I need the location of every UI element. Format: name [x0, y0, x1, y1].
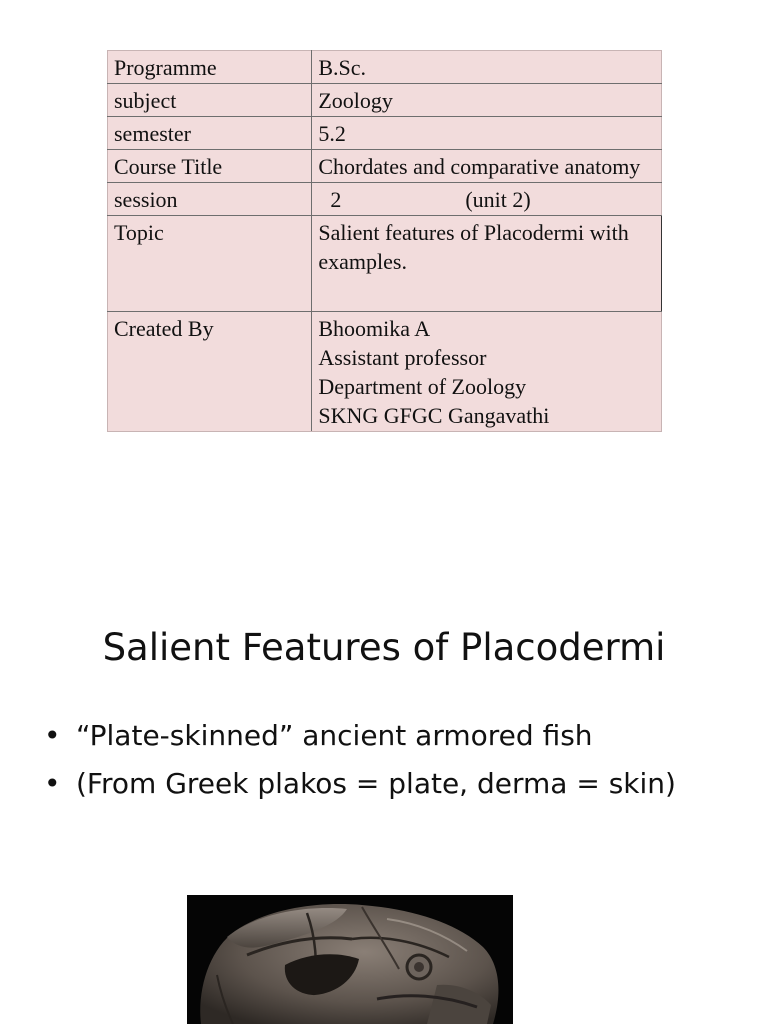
- course-title-label: Course Title: [108, 150, 312, 183]
- session-unit: (unit 2): [465, 187, 531, 212]
- bullet-item: [44, 716, 676, 764]
- topic-label: Topic: [108, 216, 312, 312]
- subject-value: Zoology: [312, 84, 662, 117]
- session-number: 2: [330, 187, 342, 212]
- course-info-table: [107, 50, 662, 432]
- programme-value: B.Sc.: [312, 51, 662, 84]
- table-row-semester: [108, 117, 662, 150]
- created-by-label: Created By: [108, 312, 312, 432]
- course-title-value: Chordates and comparative anatomy: [312, 150, 662, 183]
- programme-label: Programme: [108, 51, 312, 84]
- table-row-session: [108, 183, 662, 216]
- session-value: [312, 183, 662, 216]
- table-row-created-by: [108, 312, 662, 432]
- subject-label: subject: [108, 84, 312, 117]
- table-row-course-title: [108, 150, 662, 183]
- author-position: Assistant professor: [318, 345, 487, 370]
- bullet-dot: •: [44, 719, 61, 752]
- placoderm-fossil-image: [187, 895, 513, 1024]
- table-row-programme: [108, 51, 662, 84]
- created-by-value: [312, 312, 662, 432]
- semester-label: semester: [108, 117, 312, 150]
- fossil-skull-illustration: [187, 895, 513, 1024]
- table-row-subject: [108, 84, 662, 117]
- slide-title: Salient Features of Placodermi: [102, 626, 666, 669]
- bullet-text: (From Greek plakos = plate, derma = skin): [76, 767, 676, 800]
- bullet-list: [44, 716, 676, 812]
- author-college: SKNG GFGC Gangavathi: [318, 403, 550, 428]
- bullet-text: “Plate-skinned” ancient armored fish: [76, 719, 593, 752]
- author-department: Department of Zoology: [318, 374, 527, 399]
- author-name: Bhoomika A: [318, 316, 431, 341]
- bullet-dot: •: [44, 767, 61, 800]
- session-label: session: [108, 183, 312, 216]
- table-row-topic: [108, 216, 662, 312]
- semester-value: 5.2: [312, 117, 662, 150]
- topic-value: Salient features of Placodermi with examples.: [312, 216, 662, 312]
- bullet-item: [44, 764, 676, 812]
